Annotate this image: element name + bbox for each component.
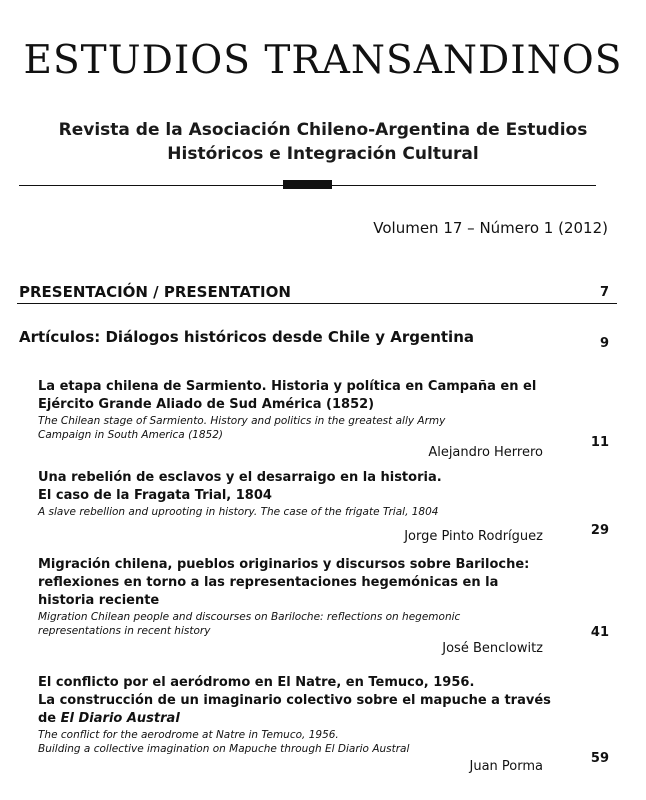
newspaper-name: El Diario Austral [60,711,180,726]
page-number-articulos: 9 [599,336,609,351]
article-title-line: reflexiones en torno a las representaciones hegemónicas en la [38,575,499,590]
article-title-line [38,710,543,728]
subtitle-line-2: Históricos e Integración Cultural [167,144,479,164]
article-author: Juan Porma [469,759,543,774]
page-number-article-3: 41 [590,625,609,640]
article-entry-4[interactable] [38,674,551,774]
section-articulos[interactable]: Artículos: Diálogos históricos desde Chile y Argentina [19,328,474,346]
article-title-line: La etapa chilena de Sarmiento. Historia y política en Campaña en el [38,379,537,394]
article-author: Jorge Pinto Rodríguez [404,529,543,544]
article-english-title: A slave rebellion and uprooting in history. The case of the frigate Trial, 1804 [38,506,439,518]
section-presentacion[interactable]: PRESENTACIÓN / PRESENTATION [19,283,291,301]
subtitle-line-1: Revista de la Asociación Chileno-Argentina de Estudios [58,120,588,140]
article-title-line: La construcción de un imaginario colectivo sobre el mapuche a través [38,693,551,708]
article-title-line: Una rebelión de esclavos y el desarraigo en la historia. [38,470,442,485]
article-english-title: Migration Chilean people and discourses on Bariloche: reflections on hegemonic [38,611,461,623]
page-number-article-2: 29 [590,523,609,538]
volume-issue: Volumen 17 – Número 1 (2012) [373,219,608,237]
journal-subtitle [0,118,646,166]
article-entry-2[interactable] [38,469,543,544]
page-number-article-4: 59 [590,751,609,766]
article-title-line: Ejército Grande Aliado de Sud América (1852) [38,397,375,412]
article-english-title: representations in recent history [38,625,211,637]
article-english-title: The Chilean stage of Sarmiento. History and politics in the greatest ally Army [38,415,446,427]
article-title-line: historia reciente [38,593,160,608]
journal-title: ESTUDIOS TRANSANDINOS [23,38,623,83]
article-title-line: El caso de la Fragata Trial, 1804 [38,488,272,503]
article-author: José Benclowitz [442,641,543,656]
article-author: Alejandro Herrero [428,445,543,460]
article-entry-1[interactable] [38,378,543,460]
article-english-title: The conflict for the aerodrome at Natre in Temuco, 1956. [38,729,339,741]
article-title-line: El conflicto por el aeródromo en El Natre, en Temuco, 1956. [38,675,475,690]
page-number-presentacion: 7 [599,285,609,300]
page-number-article-1: 11 [590,435,609,450]
section-divider [17,303,617,304]
article-title-fragment: de [38,711,61,726]
article-entry-3[interactable] [38,556,543,656]
article-english-title: Campaign in South America (1852) [38,429,223,441]
article-english-title: Building a collective imagination on Mapuche through El Diario Austral [38,743,410,755]
article-title-line: Migración chilena, pueblos originarios y discursos sobre Bariloche: [38,557,530,572]
header-divider-block [283,180,332,189]
